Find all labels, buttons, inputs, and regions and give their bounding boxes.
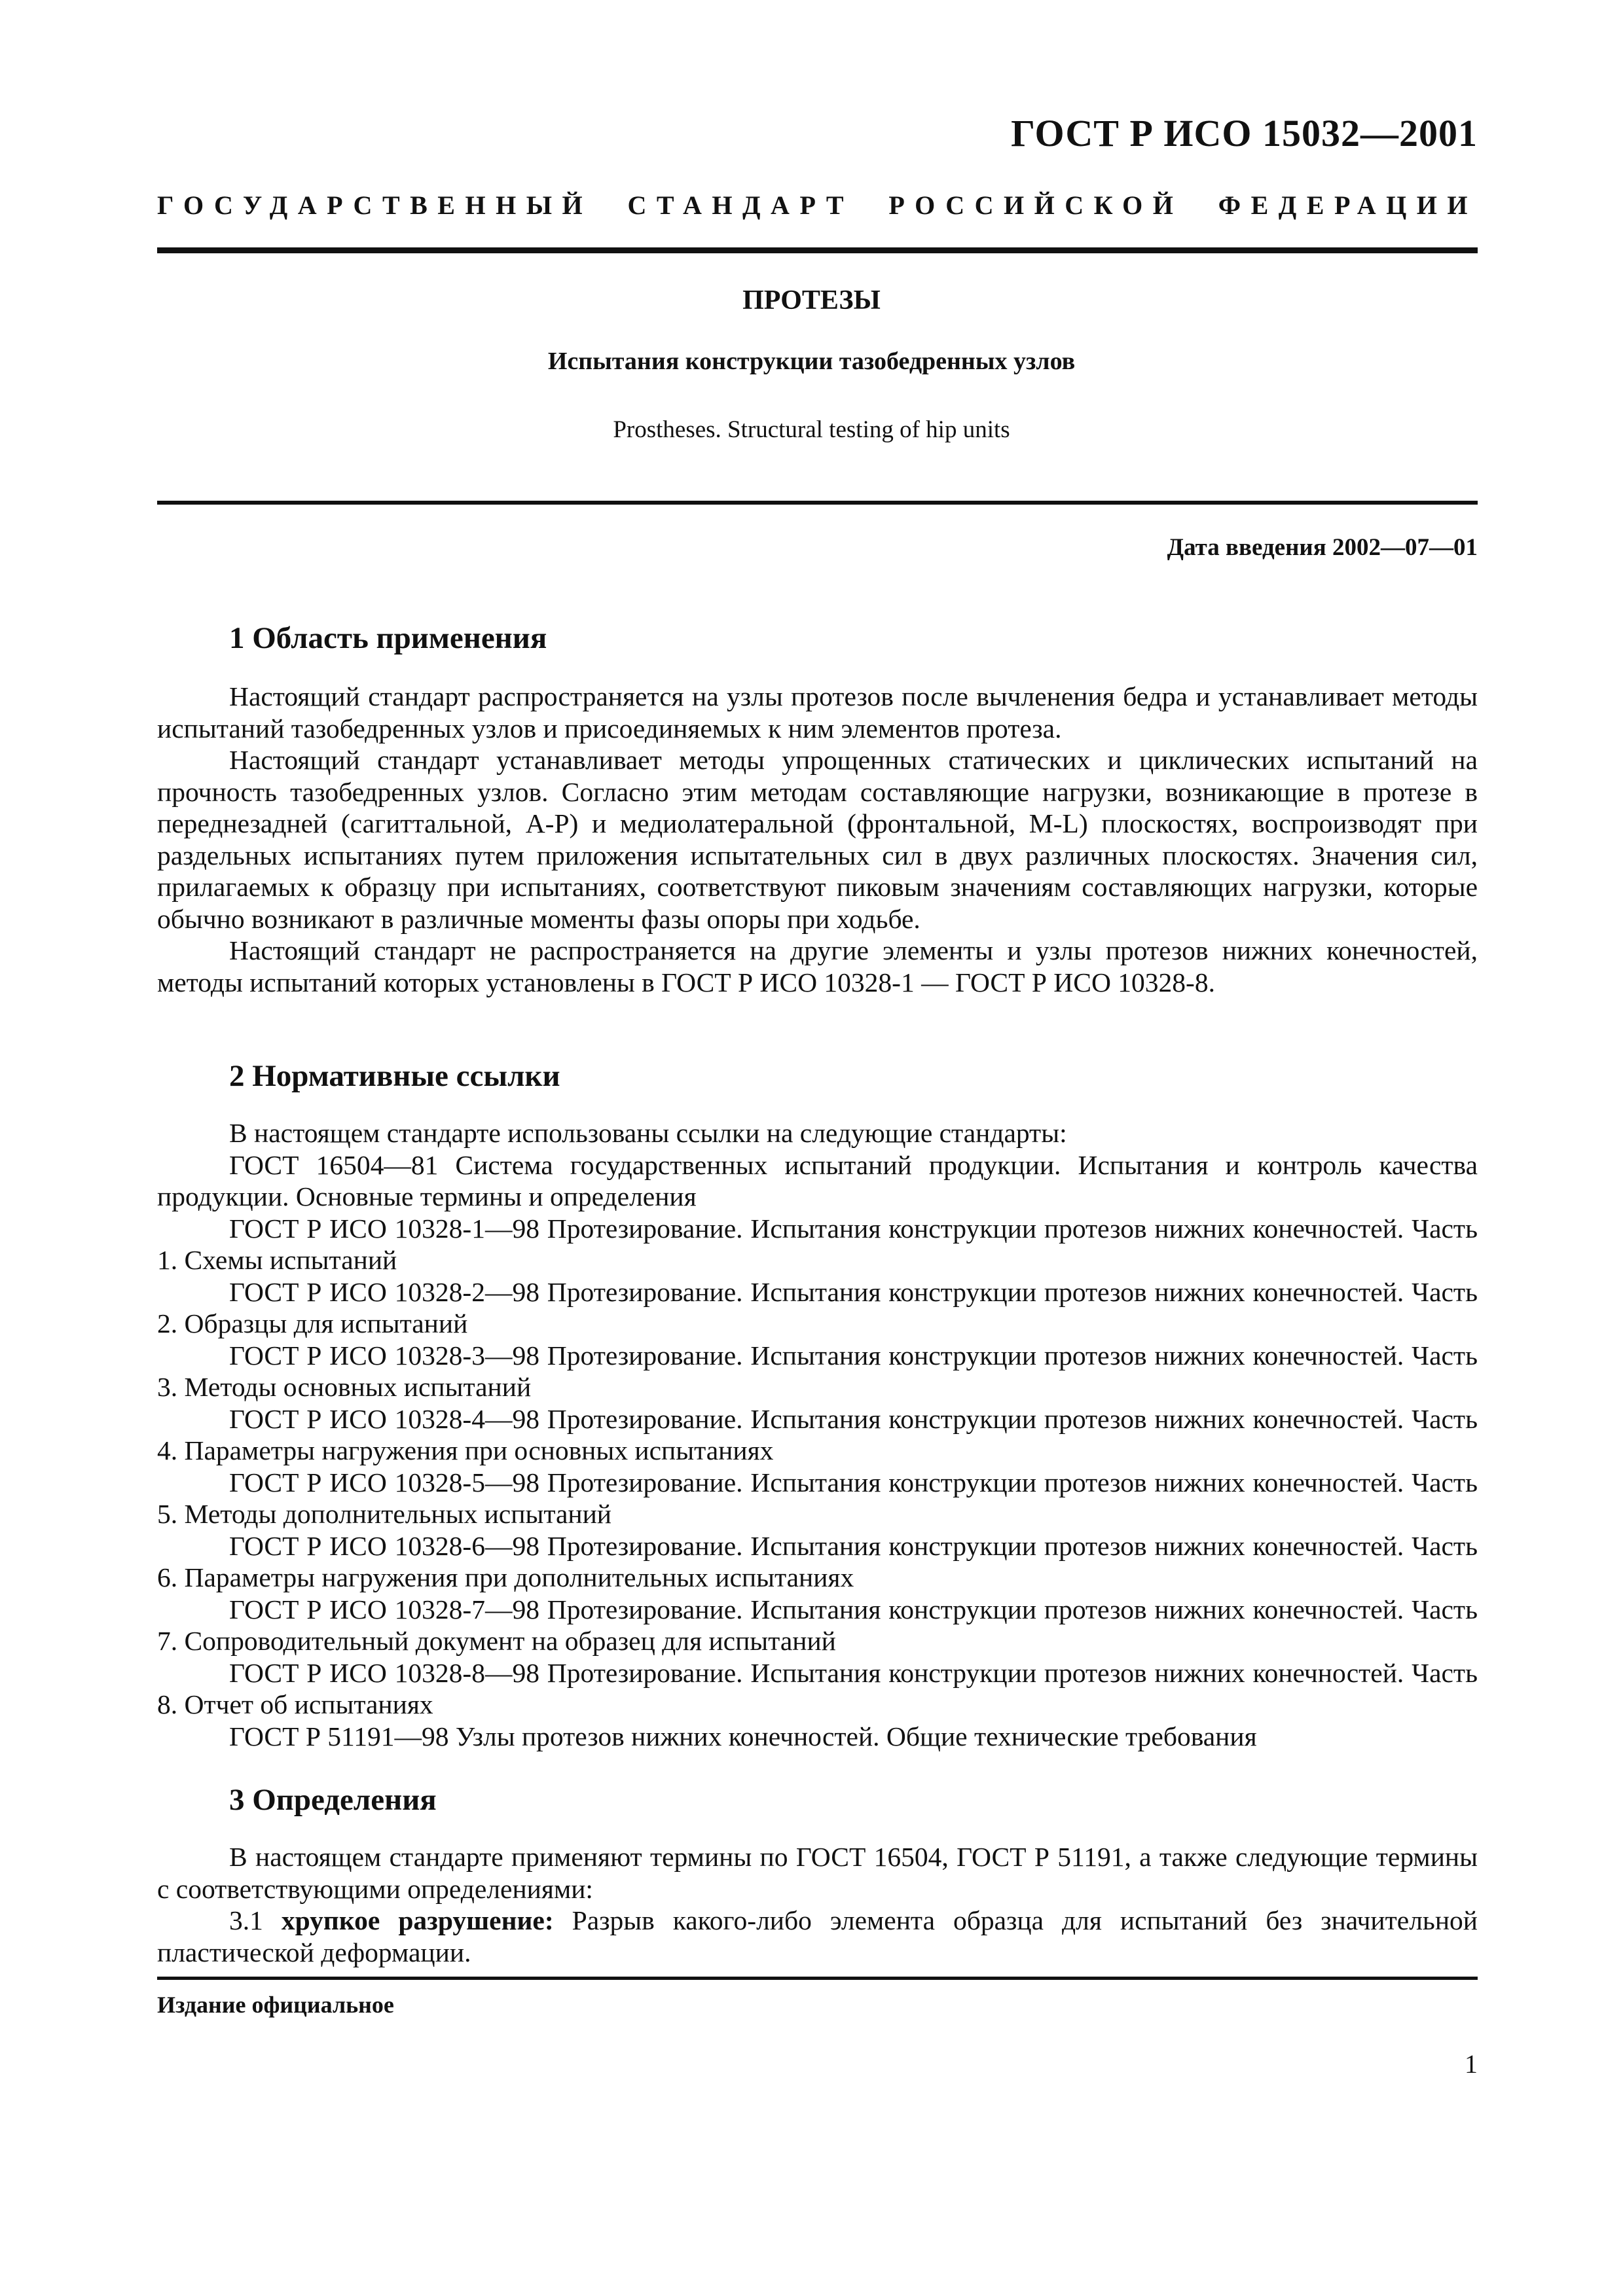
definition-item (157, 1905, 1478, 1968)
reference-item: ГОСТ Р ИСО 10328-5—98 Протезирование. Испытания конструкции протезов нижних конечностей. Часть 5. Методы дополнительных испытаний (157, 1467, 1478, 1529)
paragraph: Настоящий стандарт устанавливает методы упрощенных статических и циклических испытаний на прочность тазобедренных узлов. Согласно этим методам составляющие нагрузки, возникающие в протезе в переднезадней (сагиттальной, A-P) и медиолатеральной (фронтальной, M-L) плоскостях, воспроизводят при раздельных испытаниях путем приложения испытательных сил в двух различных плоскостях. Значения сил, прилагаемых к образцу при испытаниях, соответствуют пиковым значениям составляющих нагрузки, которые обычно возникают в различные моменты фазы опоры при ходьбе. (157, 745, 1478, 934)
definition-term: хрупкое разрушение: (281, 1905, 554, 1935)
document-title-english: Prostheses. Structural testing of hip units (613, 416, 1010, 443)
paragraph: Настоящий стандарт распространяется на узлы протезов после вычленения бедра и устанавливает методы испытаний тазобедренных узлов и присоединяемых к ним элементов протеза. (157, 681, 1478, 744)
document-code: ГОСТ Р ИСО 15032—2001 (1011, 112, 1478, 154)
document-subtitle: Испытания конструкции тазобедренных узлов (547, 348, 1076, 375)
definition-text: Разрыв какого-либо элемента образца для испытаний без значительной пластической деформации. (157, 1905, 1478, 1967)
section-3-body (157, 1841, 1478, 1968)
paragraph: Настоящий стандарт не распространяется на другие элементы и узлы протезов нижних конечностей, методы испытаний которых установлены в ГОСТ Р ИСО 10328-1 — ГОСТ Р ИСО 10328-8. (157, 935, 1478, 997)
reference-item: ГОСТ 16504—81 Система государственных испытаний продукции. Испытания и контроль качества продукции. Основные термины и определения (157, 1149, 1478, 1211)
reference-item: ГОСТ Р ИСО 10328-4—98 Протезирование. Испытания конструкции протезов нижних конечностей. Часть 4. Параметры нагружения при основных испытаниях (157, 1403, 1478, 1465)
paragraph: В настоящем стандарте использованы ссылки на следующие стандарты: (229, 1118, 1067, 1148)
definition-number: 3.1 (229, 1905, 263, 1935)
reference-item: ГОСТ Р ИСО 10328-6—98 Протезирование. Испытания конструкции протезов нижних конечностей. Часть 6. Параметры нагружения при дополнительных испытаниях (157, 1530, 1478, 1592)
section-1-body (157, 681, 1478, 998)
state-standard-title: ГОСУДАРСТВЕННЫЙ СТАНДАРТ РОССИЙСКОЙ ФЕДЕРАЦИИ (157, 190, 1478, 220)
section-1-heading: 1 Область применения (229, 621, 547, 655)
bottom-rule (157, 1977, 1478, 1980)
title-rule (157, 501, 1478, 505)
page-number: 1 (1465, 2049, 1478, 2079)
section-2-heading: 2 Нормативные ссылки (229, 1059, 560, 1093)
reference-item: ГОСТ Р ИСО 10328-3—98 Протезирование. Испытания конструкции протезов нижних конечностей. Часть 3. Методы основных испытаний (157, 1340, 1478, 1402)
section-2-body (157, 1117, 1478, 1752)
paragraph: В настоящем стандарте применяют термины по ГОСТ 16504, ГОСТ Р 51191, а также следующие термины с соответствующими определениями: (157, 1842, 1478, 1904)
reference-item: ГОСТ Р ИСО 10328-8—98 Протезирование. Испытания конструкции протезов нижних конечностей. Часть 8. Отчет об испытаниях (157, 1657, 1478, 1719)
reference-item: ГОСТ Р ИСО 10328-1—98 Протезирование. Испытания конструкции протезов нижних конечностей. Часть 1. Схемы испытаний (157, 1213, 1478, 1275)
top-rule (157, 247, 1478, 253)
document-title: ПРОТЕЗЫ (742, 285, 881, 315)
reference-item: ГОСТ Р 51191—98 Узлы протезов нижних конечностей. Общие технические требования (229, 1721, 1257, 1751)
reference-item: ГОСТ Р ИСО 10328-7—98 Протезирование. Испытания конструкции протезов нижних конечностей. Часть 7. Сопроводительный документ на образец для испытаний (157, 1594, 1478, 1656)
official-edition-label: Издание официальное (157, 1992, 394, 2018)
introduction-date: Дата введения 2002—07—01 (1167, 534, 1478, 561)
reference-item: ГОСТ Р ИСО 10328-2—98 Протезирование. Испытания конструкции протезов нижних конечностей. Часть 2. Образцы для испытаний (157, 1276, 1478, 1338)
section-3-heading: 3 Определения (229, 1783, 437, 1817)
